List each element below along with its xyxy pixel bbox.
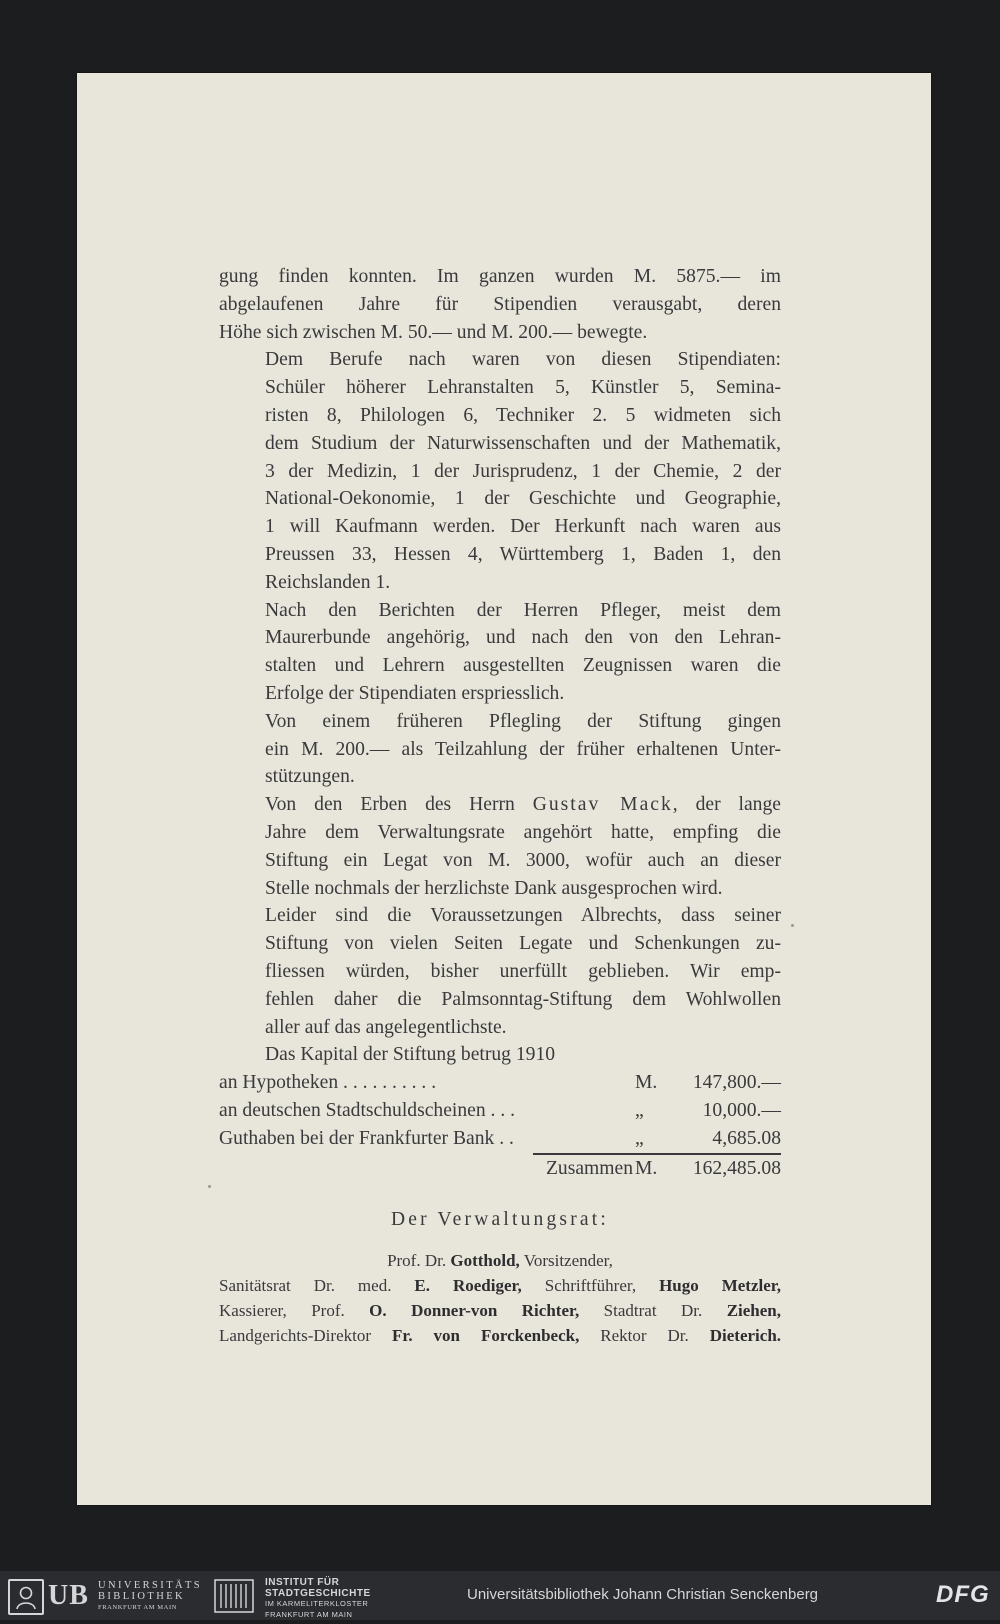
paragraph (219, 791, 781, 902)
member-role: Stadtrat Dr. (603, 1301, 703, 1321)
paragraph (219, 346, 781, 596)
document-page (77, 73, 931, 1505)
capital-row (219, 1097, 781, 1125)
paragraph (219, 263, 781, 346)
text-line: Schüler höherer Lehranstalten 5, Künstler 5, Semina- (265, 377, 781, 399)
capital-currency: „ (635, 1099, 644, 1121)
ub-line1: UNIVERSITÄTS (98, 1580, 203, 1591)
library-name[interactable]: Universitätsbibliothek Johann Christian Senckenberg (467, 1586, 819, 1603)
capital-currency: M. (635, 1072, 658, 1094)
text-line: 1 will Kaufmann werden. Der Herkunft nach waren aus (265, 516, 781, 538)
capital-amount: 10,000.— (702, 1099, 781, 1121)
capital-amount: 4,685.08 (712, 1127, 781, 1149)
member-role: Rektor Dr. (600, 1326, 689, 1346)
text-line: Preussen 33, Hessen 4, Württemberg 1, Baden 1, den (265, 543, 781, 565)
member-name: Gotthold, (450, 1251, 520, 1271)
council-list (219, 1248, 781, 1348)
text-line: Dem Berufe nach waren von diesen Stipendiaten: (265, 349, 781, 371)
text-line: Stiftung ein Legat von M. 3000, wofür auch an dieser (265, 849, 781, 871)
text-line: 3 der Medizin, 1 der Jurisprudenz, 1 der Chemie, 2 der (265, 460, 781, 482)
text-line: dem Studium der Naturwissenschaften und der Mathematik, (265, 432, 781, 454)
member-name: E. Roediger, (414, 1276, 522, 1296)
text-line: ein M. 200.— als Teilzahlung der früher erhaltenen Unter- (265, 738, 781, 760)
member-name: O. Donner-von Richter, (369, 1301, 580, 1321)
name-gustav-mack: Gustav Mack (532, 794, 673, 816)
isg-line2: STADTGESCHICHTE (265, 1587, 371, 1599)
text-line: Reichslanden 1. (265, 571, 391, 593)
text-line: Von einem früheren Pflegling der Stiftung gingen (265, 710, 781, 732)
speck (208, 1185, 211, 1188)
paragraph (219, 902, 781, 1041)
text-line: National-Oekonomie, 1 der Geschichte und Geographie, (265, 488, 781, 510)
capital-amount: 147,800.— (692, 1072, 781, 1094)
member-role: Vorsitzender, (523, 1251, 613, 1271)
ub-line2: BIBLIOTHEK (98, 1591, 185, 1602)
text-line: Jahre dem Verwaltungsrate angehört hatte, empfing die (265, 821, 781, 843)
text-line: risten 8, Philologen 6, Techniker 2. 5 widmeten sich (265, 404, 781, 426)
capital-row (219, 1125, 781, 1153)
text-line: Leider sind die Voraussetzungen Albrechts, dass seiner (265, 905, 781, 927)
isg-building-icon[interactable] (214, 1579, 254, 1613)
paragraph (219, 597, 781, 708)
isg-name (265, 1578, 371, 1620)
text-line: abgelaufenen Jahre für Stipendien verausgabt, deren (219, 293, 781, 315)
text-line: Maurerbunde angehörig, und nach den von den Lehran- (265, 627, 781, 649)
text-line: fliessen würden, bisher unerfüllt geblieben. Wir emp- (265, 960, 781, 982)
footer-bar (0, 1571, 1000, 1620)
body-text (219, 263, 781, 1348)
member-name: Hugo Metzler, (659, 1276, 782, 1296)
council-title: Der Verwaltungsrat: (390, 1209, 610, 1231)
paragraph (219, 708, 781, 791)
member-name: Ziehen, (726, 1301, 781, 1321)
member-name: Dieterich. (709, 1326, 782, 1346)
ub-logo[interactable] (8, 1579, 92, 1613)
dfg-logo[interactable]: DFG (936, 1581, 990, 1608)
text-line: aller auf das angelegentlichste. (265, 1016, 507, 1038)
capital-total-label: Zusammen (533, 1153, 635, 1183)
text-line: Höhe sich zwischen M. 50.— und M. 200.— bewegte. (219, 321, 648, 343)
text-line: Stiftung von vielen Seiten Legate und Schenkungen zu- (265, 933, 781, 955)
text-line: Erfolge der Stipendiaten erspriesslich. (265, 682, 565, 704)
member-role: Prof. Dr. (387, 1251, 447, 1271)
capital-row (219, 1069, 781, 1097)
council-line (219, 1248, 781, 1273)
isg-line4: FRANKFURT AM MAIN (265, 1609, 353, 1619)
ub-short: UB (48, 1580, 89, 1611)
text-line: stalten und Lehrern ausgestellten Zeugnissen waren die (265, 655, 781, 677)
council-line (219, 1298, 781, 1323)
member-role: Schriftführer, (544, 1276, 637, 1296)
ub-name (98, 1580, 202, 1613)
council-line (219, 1273, 781, 1298)
text-line: fehlen daher die Palmsonntag-Stiftung dem Wohlwollen (265, 988, 781, 1010)
member-role: Kassierer, Prof. (219, 1301, 345, 1321)
capital-label: Guthaben bei der Frankfurter Bank . . (219, 1127, 514, 1149)
capital-intro: Das Kapital der Stiftung betrug 1910 (265, 1044, 556, 1066)
text-line: gung finden konnten. Im ganzen wurden M. 5875.— im (219, 266, 781, 287)
member-role: Landgerichts-Direktor (219, 1326, 371, 1346)
capital-currency: „ (635, 1127, 644, 1149)
council-line (219, 1323, 781, 1348)
bust-icon (8, 1579, 44, 1615)
text-line: Nach den Berichten der Herren Pfleger, meist dem (265, 599, 781, 621)
capital-total-amount: 162,485.08 (685, 1153, 781, 1183)
capital-total-currency: M. (635, 1153, 685, 1183)
isg-line1: INSTITUT FÜR (265, 1577, 340, 1588)
member-name: Fr. von Forckenbeck, (391, 1326, 580, 1346)
capital-label: an deutschen Stadtschuldscheinen . . . (219, 1099, 516, 1121)
isg-line3: IM KARMELITERKLOSTER (265, 1599, 369, 1608)
capital-total-row (219, 1153, 781, 1183)
ub-line3: FRANKFURT AM MAIN (98, 1604, 178, 1611)
text-line: stützungen. (265, 766, 355, 788)
capital-label: an Hypotheken . . . . . . . . . . (219, 1072, 437, 1094)
text-line: Stelle nochmals der herzlichste Dank ausgesprochen wird. (265, 877, 723, 899)
member-role: Sanitätsrat Dr. med. (219, 1276, 392, 1296)
text-line: Von den Erben des Herrn Gustav Mack, der lange (265, 794, 781, 816)
speck (791, 924, 794, 927)
